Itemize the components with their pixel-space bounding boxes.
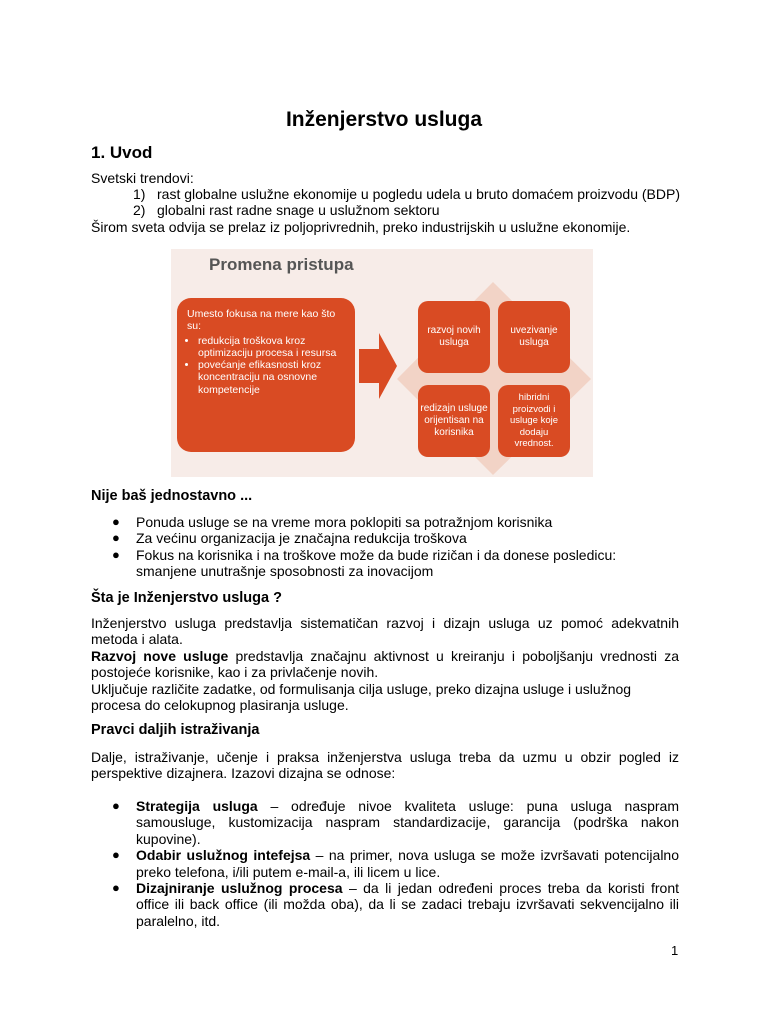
list-item: ● Dizajniranje uslužnog procesa – da li jedan određeni proces treba da koristi front office ili back office (ili možda oba), da li se zadaci trebaju izvršavati sekvencijalno ili paralelno, itd. [112, 880, 679, 929]
section-heading-not-simple: Nije baš jednostavno ... [91, 488, 253, 504]
section-heading-what: Šta je Inženjerstvo usluga ? [91, 590, 282, 606]
what-paragraph-2: Razvoj nove usluge predstavlja značajnu aktivnost u kreiranju i poboljšanju vrednosti za postojeće korisnike, kao i za privlačenje novih. [91, 648, 679, 681]
page-number: 1 [671, 943, 679, 958]
bullet-icon: ● [112, 530, 120, 546]
tile-hybrid-products: hibridni proizvodi i usluge koje dodaju vrednost. [498, 385, 570, 457]
list-item: 1) rast globalne uslužne ekonomije u pogledu udela u bruto domaćem proizvodu (BDP) [133, 186, 680, 202]
intro-closing: Širom sveta odvija se prelaz iz poljoprivrednih, preko industrijskih u uslužne ekonomije. [91, 219, 631, 235]
bullet-icon: ● [112, 546, 120, 562]
list-item: ● Ponuda usluge se na vreme mora poklopiti sa potražnjom korisnika [112, 514, 553, 530]
what-paragraph-3: Uključuje različite zadatke, od formulisanja cilja usluge, preko dizajna usluge i uslužnog procesa do celokupnog plasiranja usluge. [91, 681, 632, 714]
list-item: ● Fokus na korisnika i na troškove može da bude rizičan i da donese posledicu: smanjene unutrašnje sposobnosti za inovacijom [112, 546, 617, 580]
design-challenges-list [112, 798, 679, 929]
focus-intro: Umesto fokusa na mere kao što su: [187, 308, 336, 333]
focus-bullet: • redukcija troškova kroz optimizaciju procesa i resursa [198, 335, 345, 360]
not-simple-list [112, 514, 679, 580]
trends-list [133, 186, 693, 219]
bullet-icon: ● [112, 847, 120, 863]
bullet-icon: ● [112, 798, 120, 813]
focus-box [177, 298, 355, 452]
list-item: ● Odabir uslužnog intefejsa – na primer, nova usluga se može izvršavati potencijalno preko telefona, i/ili putem e-mail-a, ili licem u lice. [112, 847, 679, 880]
diagram-title: Promena pristupa [209, 255, 354, 274]
document-title: Inženjerstvo usluga [285, 108, 483, 131]
tile-new-services: razvoj novih usluga [418, 301, 490, 373]
research-paragraph: Dalje, istraživanje, učenje i praksa inženjerstva usluga treba da uzmu u obzir pogled iz perspektive dizajnera. Izazovi dizajna se odnose: [91, 749, 679, 782]
what-paragraph-1: Inženjerstvo usluga predstavlja sistematičan razvoj i dizajn usluga uz pomoć adekvatnih metoda i alata. [91, 615, 679, 648]
list-item: ● Strategija usluga – određuje nivoe kvaliteta usluge: puna usluga naspram samousluge, kustomizacija naspram standardizacije, garancija (podrška nakon kupovine). [112, 798, 680, 847]
bullet-icon: ● [112, 514, 120, 529]
bullet-icon: ● [112, 880, 120, 896]
bold-term: Razvoj nove usluge [91, 648, 229, 664]
focus-bullet: • povećanje efikasnosti kroz koncentraciju na osnovne kompetencije [198, 359, 345, 396]
list-item: ● Za većinu organizacija je značajna redukcija troškova [112, 530, 467, 547]
approach-diagram [171, 249, 593, 477]
tile-redesign: redizajn usluge orijentisan na korisnika [418, 385, 490, 457]
section-heading-research: Pravci daljih istraživanja [91, 722, 260, 738]
intro-lead: Svetski trendovi: [91, 170, 194, 186]
tile-linking-services: uvezivanje usluga [498, 301, 570, 373]
section-heading-intro: 1. Uvod [91, 143, 153, 162]
list-item: 2) globalni rast radne snage u uslužnom sektoru [133, 202, 440, 219]
